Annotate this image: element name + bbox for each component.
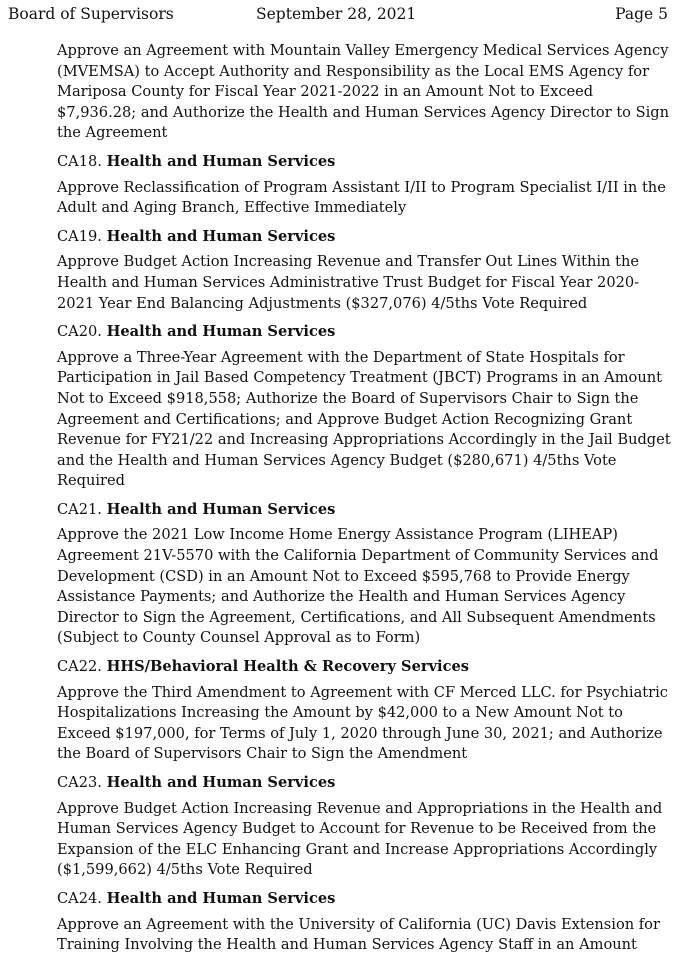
header-date: September 28, 2021 <box>256 5 417 23</box>
item-description: Approve a Three-Year Agreement with the Department of State Hospitals for Participation in Jail Based Competency Treatment (JBCT) Programs in an Amount Not to Exceed $918,558; Authorize the Board of Supervisors Chair to Sign the Agreement and Certifications; and Approve Budget Action Recognizing Grant Revenue for FY21/22 and Increasing Appropriations Accordingly in the Jail Budget and the Health and Human Services Agency Budget ($280,671) 4/5ths Vote Required <box>57 348 671 490</box>
item-description: Approve an Agreement with the University of California (UC) Davis Extension for Training Involving the Health and Human Services Agency Staff in an Amount <box>57 915 660 954</box>
item-description: Approve the Third Amendment to Agreement with CF Merced LLC. for Psychiatric Hospitalizations Increasing the Amount by $42,000 to a New Amount Not to Exceed $197,000, for Terms of July 1, 2020 through June 30, 2021; and Authorize the Board of Supervisors Chair to Sign the Amendment <box>57 683 668 763</box>
agenda-item-heading <box>57 889 673 910</box>
agenda-item-heading <box>57 657 673 678</box>
item-number: CA18. <box>57 152 102 170</box>
agenda-item-ca23 <box>57 773 673 881</box>
agenda-item-ca19 <box>57 227 673 314</box>
agenda-item-heading <box>57 500 673 521</box>
header-board-name: Board of Supervisors <box>8 5 174 23</box>
item-department: Health and Human Services <box>106 227 336 245</box>
agenda-item-heading <box>57 227 673 248</box>
agenda-item-ca18 <box>57 152 673 219</box>
item-department: Health and Human Services <box>106 889 336 907</box>
page-header <box>0 4 680 24</box>
agenda-content <box>57 41 673 956</box>
item-number: CA20. <box>57 323 102 341</box>
item-description: Approve Budget Action Increasing Revenue and Appropriations in the Health and Human Services Agency Budget to Account for Revenue to be Received from the Expansion of the ELC Enhancing Grant and Increase Appropriations Accordingly ($1,599,662) 4/5ths Vote Required <box>57 799 663 879</box>
item-department: Health and Human Services <box>106 152 336 170</box>
item-description: Approve Budget Action Increasing Revenue and Transfer Out Lines Within the Health and Human Services Administrative Trust Budget for Fiscal Year 2020-2021 Year End Balancing Adjustments ($327,076) 4/5ths Vote Required <box>57 253 640 312</box>
agenda-item-ca24 <box>57 889 673 956</box>
item-number: CA22. <box>57 658 102 676</box>
agenda-item-heading <box>57 773 673 794</box>
item-description: Approve the 2021 Low Income Home Energy Assistance Program (LIHEAP) Agreement 21V-5570 with the California Department of Community Services and Development (CSD) in an Amount Not to Exceed $595,768 to Provide Energy Assistance Payments; and Authorize the Health and Human Services Agency Director to Sign the Agreement, Certifications, and All Subsequent Amendments (Subject to County Counsel Approval as to Form) <box>57 526 659 647</box>
item-number: CA24. <box>57 889 102 907</box>
agenda-item-heading <box>57 152 673 173</box>
item-number: CA23. <box>57 774 102 791</box>
header-page-number: Page 5 <box>615 5 668 23</box>
item-department: Health and Human Services <box>106 774 336 791</box>
item-department: HHS/Behavioral Health & Recovery Services <box>106 658 469 676</box>
item-description: Approve Reclassification of Program Assistant I/II to Program Specialist I/II in the Adult and Aging Branch, Effective Immediately <box>57 178 666 217</box>
item-department: Health and Human Services <box>106 500 336 518</box>
item-number: CA21. <box>57 500 102 518</box>
agenda-item-ca20 <box>57 322 673 492</box>
item-number: CA19. <box>57 227 102 245</box>
agenda-item-ca21 <box>57 500 673 649</box>
item-department: Health and Human Services <box>106 323 336 341</box>
intro-item-description: Approve an Agreement with Mountain Valley Emergency Medical Services Agency (MVEMSA) to Accept Authority and Responsibility as the Local EMS Agency for Mariposa County for Fiscal Year 2021-2022 in an Amount Not to Exceed $7,936.28; and Authorize the Health and Human Services Agency Director to Sign the Agreement <box>57 42 670 142</box>
agenda-item-heading <box>57 322 673 343</box>
agenda-item-ca22 <box>57 657 673 765</box>
